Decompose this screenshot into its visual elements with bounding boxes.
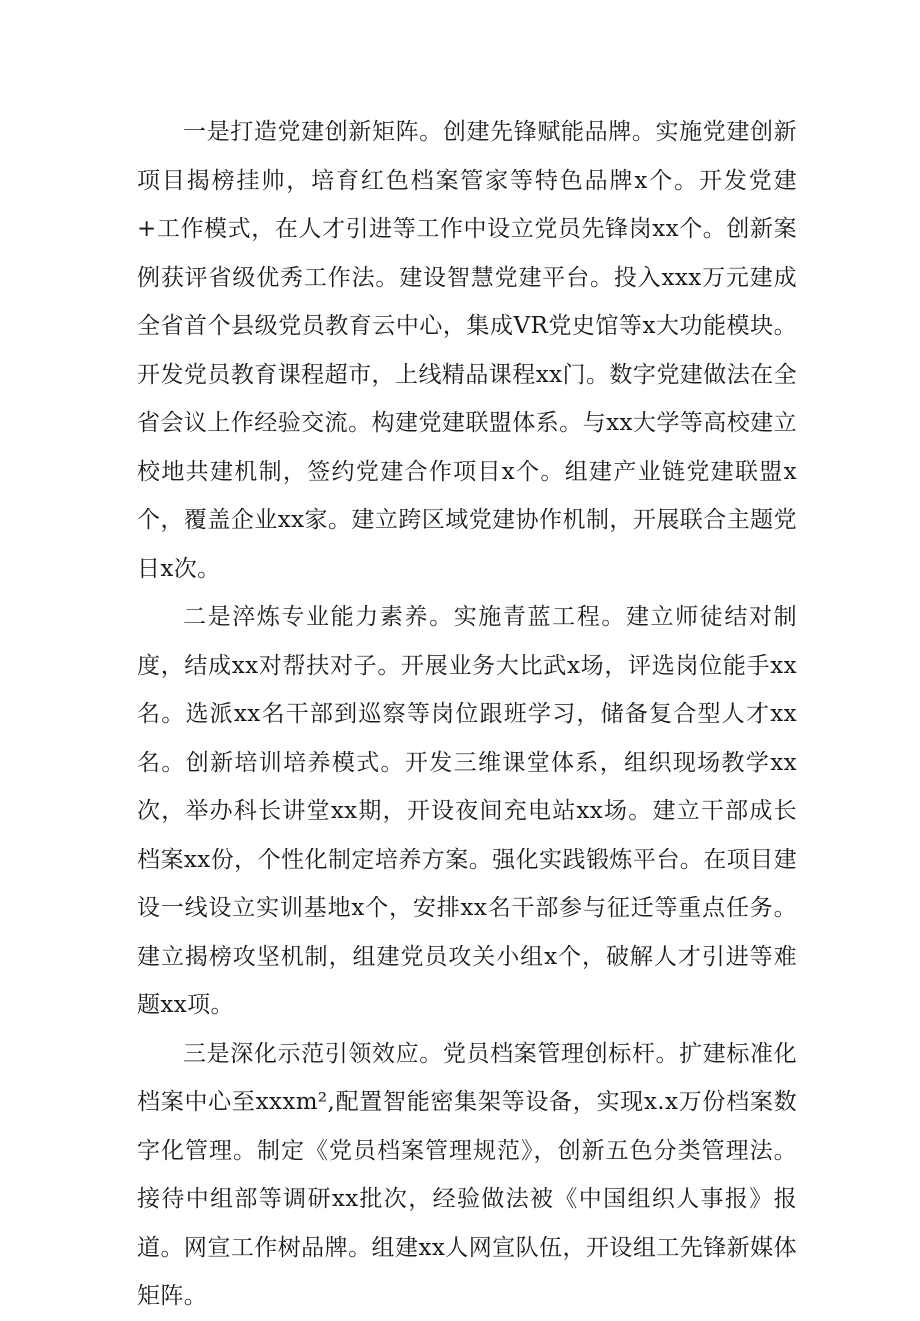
paragraph-professional-ability: 二是淬炼专业能力素养。实施青蓝工程。建立师徒结对制度，结成xx对帮扶对子。开展业务大比武x场，评选岗位能手xx名。选派xx名干部到巡察等岗位跟班学习，储备复合型人才xx名。创新培训培养模式。开发三维课堂体系，组织现场教学xx次，举办科长讲堂xx期，开设夜间充电站xx场。建立干部成长档案xx份，个性化制定培养方案。强化实践锻炼平台。在项目建设一线设立实训基地x个，安排xx名干部参与征迁等重点任务。建立揭榜攻坚机制，组建党员攻关小组x个，破解人才引进等难题xx项。 — [137, 604, 797, 1018]
paragraph-party-building-innovation: 一是打造党建创新矩阵。创建先锋赋能品牌。实施党建创新项目揭榜挂帅，培育红色档案管家等特色品牌x个。开发党建+工作模式，在人才引进等工作中设立党员先锋岗xx个。创新案例获评省级优秀工作法。建设智慧党建平台。投入xxx万元建成全省首个县级党员教育云中心，集成VR党史馆等x大功能模块。开发党员教育课程超市，上线精品课程xx门。数字党建做法在全省会议上作经验交流。构建党建联盟体系。与xx大学等高校建立校地共建机制，签约党建合作项目x个。组建产业链党建联盟x个，覆盖企业xx家。建立跨区域党建协作机制，开展联合主题党日x次。 — [137, 119, 797, 582]
document-body — [137, 108, 797, 1321]
paragraph-demonstration-leadership: 三是深化示范引领效应。党员档案管理创标杆。扩建标准化档案中心至xxxm²,配置智能密集架等设备，实现x.x万份档案数字化管理。制定《党员档案管理规范》，创新五色分类管理法。接待中组部等调研xx批次，经验做法被《中国组织人事报》报道。网宣工作树品牌。组建xx人网宣队伍，开设组工先锋新媒体矩阵。 — [137, 1040, 797, 1309]
